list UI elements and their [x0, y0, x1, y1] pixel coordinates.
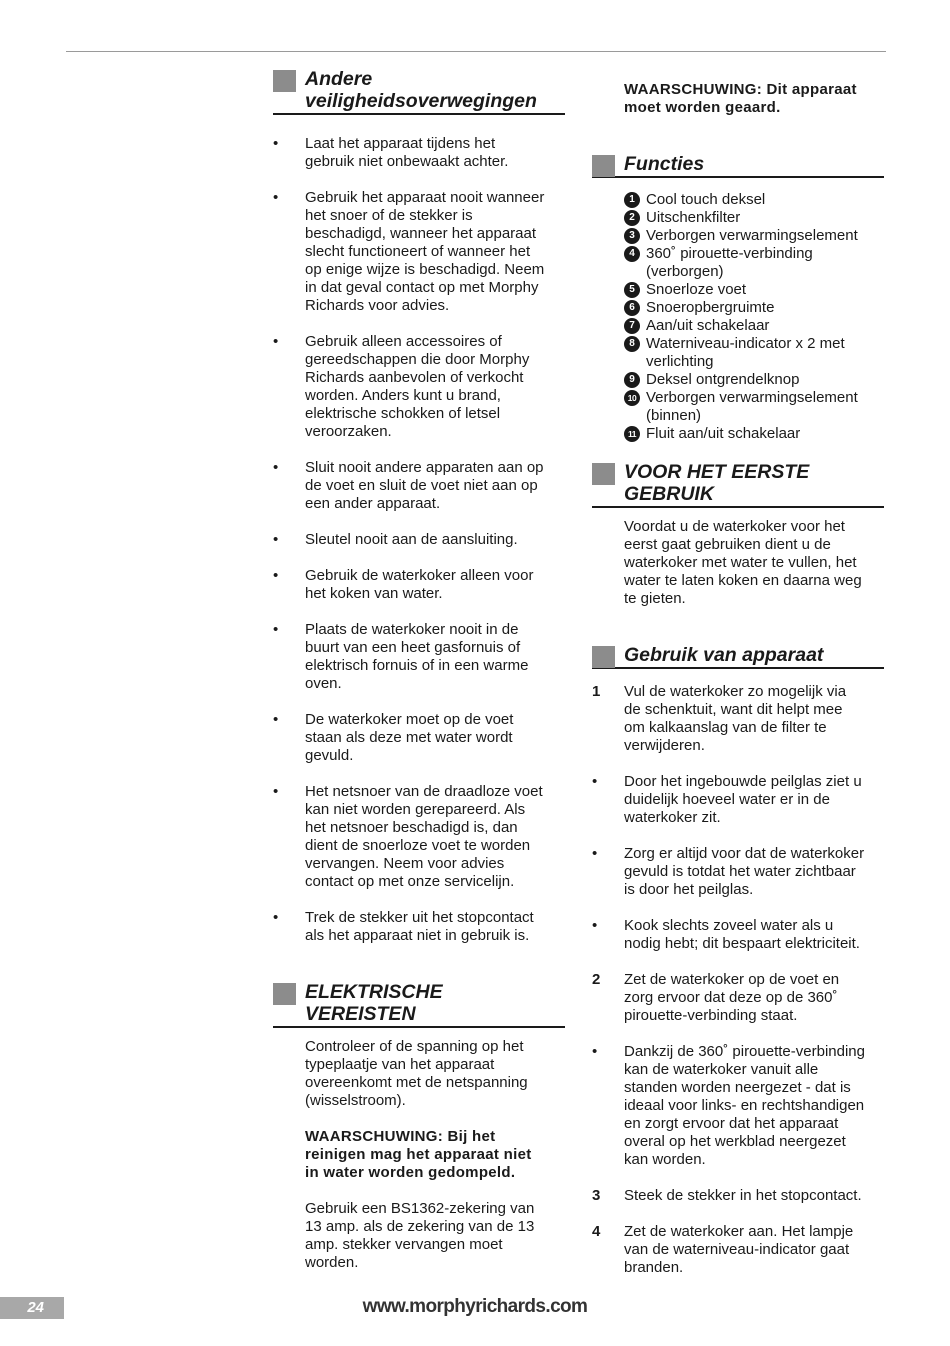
- text-line: Deksel ontgrendelknop: [646, 371, 800, 388]
- text-line: Sleutel nooit aan de aansluiting.: [305, 531, 518, 548]
- text-line: Verborgen verwarmingselement: [646, 389, 858, 406]
- bullet-marker: •: [592, 1043, 598, 1060]
- text-line: Sluit nooit andere apparaten aan op: [305, 459, 544, 476]
- bullet-marker: •: [273, 459, 279, 476]
- text-line: een ander apparaat.: [305, 495, 441, 512]
- heading-square: [592, 155, 615, 177]
- number-badge: 5: [624, 282, 640, 298]
- text-line: kan de waterkoker vanuit alle: [624, 1061, 819, 1078]
- step-number: 1: [592, 683, 601, 700]
- text-line: op enige wijze is beschadigd. Neem: [305, 261, 545, 278]
- text-line: Zorg er altijd voor dat de waterkoker: [624, 845, 865, 862]
- text-line: het koken van water.: [305, 585, 443, 602]
- first-use-paragraph: [592, 518, 884, 608]
- text-line: te gieten.: [624, 590, 686, 607]
- text-line: standen worden neergezet - dat is: [624, 1079, 851, 1096]
- text-line: elektrisch fornuis of in een warme: [305, 657, 529, 674]
- text-line: (verborgen): [646, 263, 724, 280]
- feature-item: [624, 371, 884, 389]
- heading-gebruik-van-apparaat: [592, 642, 884, 669]
- text-line: Plaats de waterkoker nooit in de: [305, 621, 519, 638]
- text-line: Cool touch deksel: [646, 191, 766, 208]
- text-line: Trek de stekker uit het stopcontact: [305, 909, 534, 926]
- text-line: contact op met onze servicelijn.: [305, 873, 515, 890]
- number-badge: 6: [624, 300, 640, 316]
- heading-line: Functies: [624, 153, 705, 175]
- text-line: gereedschappen die door Morphy: [305, 351, 530, 368]
- text-line: moet worden geaard.: [624, 99, 781, 116]
- right-column: [592, 66, 884, 1277]
- number-badge: 3: [624, 228, 640, 244]
- bullet-marker: •: [273, 567, 279, 584]
- text-line: pirouette-verbinding staat.: [624, 1007, 798, 1024]
- list-item: [273, 567, 565, 603]
- text-line: Verborgen verwarmingselement: [646, 227, 858, 244]
- step-number: 4: [592, 1223, 601, 1240]
- text-line: Gebruik alleen accessoires of: [305, 333, 502, 350]
- text-line: (binnen): [646, 407, 702, 424]
- step-number: 2: [592, 971, 601, 988]
- number-badge: 9: [624, 372, 640, 388]
- usage-step-list: [592, 683, 884, 1277]
- feature-item: [624, 191, 884, 209]
- list-item: [592, 683, 884, 755]
- text-line: dient de snoerloze voet te worden: [305, 837, 531, 854]
- list-item: [592, 971, 884, 1025]
- text-line: worden.: [305, 1254, 359, 1271]
- bullet-marker: •: [273, 621, 279, 638]
- page-number: 24: [0, 1297, 64, 1319]
- text-line: 360˚ pirouette-verbinding: [646, 245, 813, 262]
- bullet-marker: •: [273, 189, 279, 206]
- heading-line: VEREISTEN: [305, 1003, 416, 1025]
- list-item: [273, 333, 565, 441]
- elec-paragraph-1: [273, 1038, 565, 1110]
- text-line: gebruik niet onbewaakt achter.: [305, 153, 509, 170]
- heading-voor-het-eerste-gebruik: [592, 459, 884, 508]
- number-badge: 10: [624, 390, 640, 406]
- text-line: slecht functioneert of wanneer het: [305, 243, 531, 260]
- list-item: [592, 1223, 884, 1277]
- list-item: [273, 909, 565, 945]
- text-line: kan niet worden gerepareerd. Als: [305, 801, 526, 818]
- text-line: verwijderen.: [624, 737, 705, 754]
- feature-list: [592, 191, 884, 443]
- top-rule: [66, 51, 886, 52]
- list-item: [273, 531, 565, 549]
- text-line: beschadigd, wanneer het apparaat: [305, 225, 537, 242]
- number-badge: 8: [624, 336, 640, 352]
- text-line: oven.: [305, 675, 342, 692]
- text-line: Gebruik de waterkoker alleen voor: [305, 567, 534, 584]
- text-line: veroorzaken.: [305, 423, 392, 440]
- text-line: duidelijk hoeveel water er in de: [624, 791, 830, 808]
- text-line: buurt van een heet gasfornuis of: [305, 639, 521, 656]
- number-badge: 7: [624, 318, 640, 334]
- text-line: Snoeropbergruimte: [646, 299, 775, 316]
- list-item: [592, 845, 884, 899]
- text-line: Zet de waterkoker aan. Het lampje: [624, 1223, 854, 1240]
- text-line: als het apparaat niet in gebruik is.: [305, 927, 530, 944]
- text-line: Gebruik het apparaat nooit wanneer: [305, 189, 545, 206]
- list-item: [592, 1043, 884, 1169]
- text-line: en zorgt ervoor dat het apparaat: [624, 1115, 839, 1132]
- heading-line: VOOR HET EERSTE: [624, 461, 810, 483]
- bullet-marker: •: [273, 711, 279, 728]
- heading-line: GEBRUIK: [624, 483, 714, 505]
- heading-line: veiligheidsoverwegingen: [305, 90, 537, 112]
- text-line: De waterkoker moet op de voet: [305, 711, 514, 728]
- feature-item: [624, 227, 884, 245]
- text-line: om kalkaanslag van de filter te: [624, 719, 827, 736]
- feature-item: [624, 209, 884, 227]
- text-line: zorg ervoor dat deze op de 360˚: [624, 989, 838, 1006]
- text-line: waterkoker zit.: [624, 809, 721, 826]
- bullet-marker: •: [592, 773, 598, 790]
- heading-line: Gebruik van apparaat: [624, 644, 824, 666]
- safety-bullet-list: [273, 135, 565, 945]
- text-line: (wisselstroom).: [305, 1092, 406, 1109]
- text-line: water te laten koken en daarna weg: [624, 572, 862, 589]
- text-line: waterkoker met water te vullen, het: [624, 554, 857, 571]
- text-line: overeenkomt met de netspanning: [305, 1074, 528, 1091]
- text-line: Gebruik een BS1362-zekering van: [305, 1200, 535, 1217]
- text-line: worden. Anders kunt u brand,: [305, 387, 501, 404]
- heading-square: [273, 983, 296, 1005]
- text-line: van de waterniveau-indicator gaat: [624, 1241, 850, 1258]
- list-item: [592, 773, 884, 827]
- text-line: WAARSCHUWING: Bij het: [305, 1128, 496, 1145]
- text-line: Het netsnoer van de draadloze voet: [305, 783, 543, 800]
- text-line: Richards aanbevolen of verkocht: [305, 369, 524, 386]
- text-line: overal op het werkblad neergezet: [624, 1133, 846, 1150]
- heading-elektrische-vereisten: [273, 979, 565, 1028]
- list-item: [592, 1187, 884, 1205]
- text-line: Controleer of de spanning op het: [305, 1038, 524, 1055]
- list-item: [273, 711, 565, 765]
- text-line: Laat het apparaat tijdens het: [305, 135, 496, 152]
- footer-website: www.morphyrichards.com: [362, 1296, 588, 1317]
- text-line: amp. stekker vervangen moet: [305, 1236, 503, 1253]
- text-line: staan als deze met water wordt: [305, 729, 513, 746]
- text-line: Zet de waterkoker op de voet en: [624, 971, 840, 988]
- text-line: in water worden gedompeld.: [305, 1164, 516, 1181]
- text-line: de schenktuit, want dit helpt mee: [624, 701, 843, 718]
- text-line: het snoer of de stekker is: [305, 207, 473, 224]
- number-badge: 4: [624, 246, 640, 262]
- text-line: Vul de waterkoker zo mogelijk via: [624, 683, 847, 700]
- heading-square: [273, 70, 296, 92]
- text-line: in dat geval contact op met Morphy: [305, 279, 539, 296]
- text-line: gevuld.: [305, 747, 354, 764]
- elec-paragraph-2: [273, 1200, 565, 1272]
- bullet-marker: •: [273, 783, 279, 800]
- feature-item: [624, 335, 884, 371]
- text-line: typeplaatje van het apparaat: [305, 1056, 495, 1073]
- text-line: gevuld is totdat het water zichtbaar: [624, 863, 856, 880]
- text-line: Richards voor advies.: [305, 297, 450, 314]
- step-number: 3: [592, 1187, 601, 1204]
- text-line: kan worden.: [624, 1151, 706, 1168]
- feature-item: [624, 425, 884, 443]
- text-line: Door het ingebouwde peilglas ziet u: [624, 773, 862, 790]
- elec-warning: [273, 1128, 565, 1182]
- list-item: [273, 189, 565, 315]
- text-line: het netsnoer beschadigd is, dan: [305, 819, 518, 836]
- bullet-marker: •: [273, 333, 279, 350]
- text-line: Snoerloze voet: [646, 281, 747, 298]
- heading-line: ELEKTRISCHE: [305, 981, 443, 1003]
- text-line: reinigen mag het apparaat niet: [305, 1146, 532, 1163]
- list-item: [273, 783, 565, 891]
- feature-item: [624, 317, 884, 335]
- feature-item: [624, 389, 884, 425]
- text-line: nodig hebt; dit bespaart elektriciteit.: [624, 935, 860, 952]
- number-badge: 2: [624, 210, 640, 226]
- text-line: elektrische schokken of letsel: [305, 405, 501, 422]
- bullet-marker: •: [592, 845, 598, 862]
- heading-square: [592, 463, 615, 485]
- text-line: Voordat u de waterkoker voor het: [624, 518, 845, 535]
- text-line: eerst gaat gebruiken dient u de: [624, 536, 831, 553]
- heading-square: [592, 646, 615, 668]
- heading-functies: [592, 151, 884, 178]
- number-badge: 11: [624, 426, 640, 442]
- text-line: de voet en sluit de voet niet aan op: [305, 477, 538, 494]
- left-column: [273, 66, 565, 1272]
- text-line: vervangen. Neem voor advies: [305, 855, 505, 872]
- bullet-marker: •: [273, 531, 279, 548]
- feature-item: [624, 299, 884, 317]
- text-line: ideaal voor links- en rechtshandigen: [624, 1097, 865, 1114]
- text-line: Fluit aan/uit schakelaar: [646, 425, 801, 442]
- text-line: Dankzij de 360˚ pirouette-verbinding: [624, 1043, 865, 1060]
- heading-andere-veiligheid: [273, 66, 565, 115]
- heading-line: Andere: [305, 68, 373, 90]
- text-line: 13 amp. als de zekering van de 13: [305, 1218, 535, 1235]
- text-line: WAARSCHUWING: Dit apparaat: [624, 81, 857, 98]
- grounding-warning: [592, 81, 884, 117]
- text-line: branden.: [624, 1259, 684, 1276]
- text-line: verlichting: [646, 353, 714, 370]
- list-item: [273, 459, 565, 513]
- list-item: [592, 917, 884, 953]
- text-line: Aan/uit schakelaar: [646, 317, 770, 334]
- bullet-marker: •: [273, 909, 279, 926]
- number-badge: 1: [624, 192, 640, 208]
- text-line: Uitschenkfilter: [646, 209, 741, 226]
- feature-item: [624, 245, 884, 281]
- list-item: [273, 135, 565, 171]
- text-line: Kook slechts zoveel water als u: [624, 917, 834, 934]
- bullet-marker: •: [273, 135, 279, 152]
- feature-item: [624, 281, 884, 299]
- text-line: Steek de stekker in het stopcontact.: [624, 1187, 862, 1204]
- text-line: is door het peilglas.: [624, 881, 754, 898]
- bullet-marker: •: [592, 917, 598, 934]
- list-item: [273, 621, 565, 693]
- text-line: Waterniveau-indicator x 2 met: [646, 335, 845, 352]
